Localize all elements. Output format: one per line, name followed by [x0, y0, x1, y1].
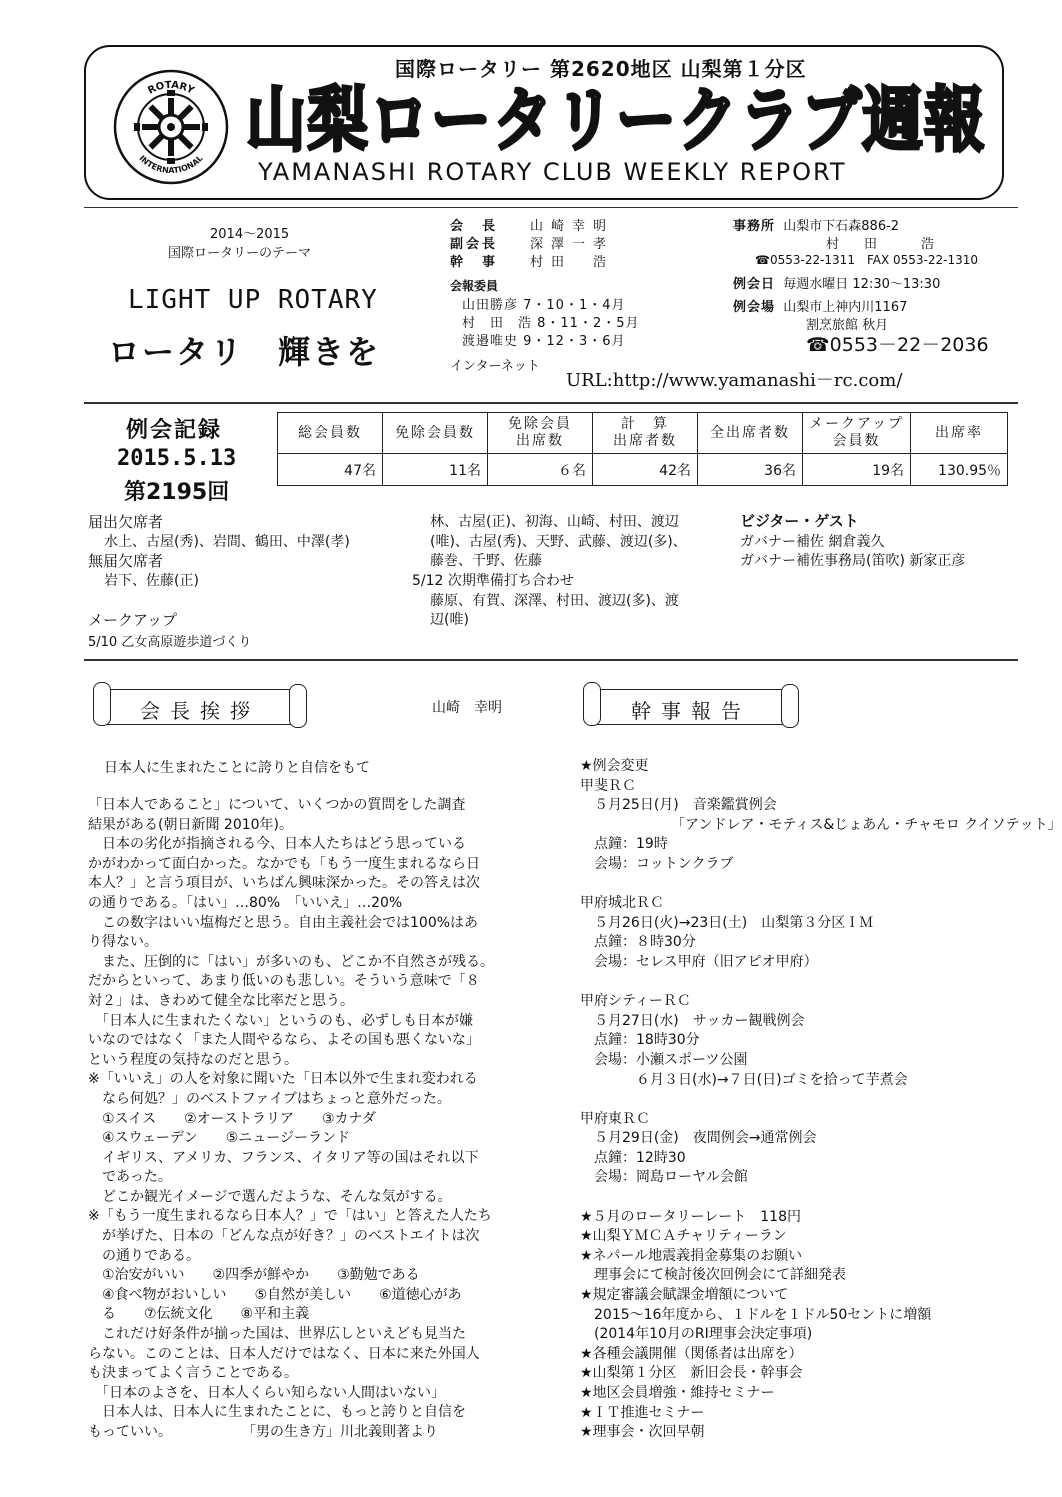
header-total-members: 総会員数 — [278, 413, 383, 454]
text-line: ★地区会員増強・維持セミナー — [580, 1385, 775, 1401]
text-line: 点鐘：８時30分 — [580, 934, 696, 951]
officer-name: 村田 浩 — [530, 255, 615, 270]
text-line: ※「もう一度生まれるなら日本人？」で「はい」と答えた人たち — [88, 1208, 492, 1225]
text-line: (2014年10月のRI理事会決定事項) — [580, 1326, 813, 1343]
committee-member: 山田勝彦 7・10・1・4月 — [462, 298, 626, 313]
theme-english: LIGHT UP ROTARY — [128, 285, 378, 315]
text-line: 本人？」と言う項目が、いちばん興味深かった。その答えは次 — [88, 875, 480, 892]
officer-role: 幹 事 — [450, 255, 499, 270]
header-attendance-rate: 出席率 — [911, 413, 1008, 454]
theme-years: 2014～2015 — [210, 227, 290, 242]
text-line: の通りである。「はい」…80% 「いいえ」…20% — [88, 894, 403, 911]
office-phone-fax: ☎0553-22-1311 FAX 0553-22-1310 — [755, 253, 979, 267]
text-line: ５月25日(月) 音楽鑑賞例会 — [580, 797, 777, 814]
visitor-label: ビジター・ゲスト — [740, 512, 859, 530]
header-exempt-attendance: 免除会員 出席数 — [488, 413, 593, 454]
attendance-line: 藤巻、千野、佐藤 — [430, 553, 542, 569]
record-title: 例会記録 — [126, 418, 223, 443]
text-line: 点鐘：12時30 — [580, 1149, 686, 1166]
table-cell: 42名 — [593, 454, 698, 486]
text-line: 会場：小瀬スポーツ公園 — [580, 1051, 748, 1068]
text-line: ５月29日(金) 夜間例会→通常例会 — [580, 1130, 817, 1147]
text-line: 日本の劣化が指摘される今、日本人たちはどう思っている — [88, 836, 466, 853]
text-line: これだけ好条件が揃った国は、世界広しといえども見当た — [88, 1326, 466, 1343]
header-full-attendance: 全出席者数 — [698, 413, 803, 454]
table-cell: 130.95％ — [911, 454, 1008, 486]
attendance-line: 5/12 次期準備打ち合わせ — [412, 573, 574, 589]
committee-label: 会報委員 — [450, 279, 499, 293]
masthead-subtitle: YAMANASHI ROTARY CLUB WEEKLY REPORT — [258, 158, 847, 186]
text-line: 「日本人に生まれたくない」というのも、必ずしも日本が嫌 — [88, 1012, 473, 1029]
text-line: らない。このことは、日本人だけではなく、日本に来た外国人 — [88, 1345, 480, 1362]
office-person: 村 田 浩 — [826, 237, 941, 252]
attendance-line: 藤原、有賀、深澤、村田、渡辺(多)、渡 — [430, 593, 679, 609]
officer-secretary — [450, 251, 614, 270]
makeup-label: メークアップ — [88, 611, 177, 629]
text-line: 日本人は、日本人に生まれたことに、もっと誇りと自信を — [88, 1404, 466, 1421]
attendance-line: (唯)、古屋(秀)、天野、武藤、渡辺(多)、 — [430, 534, 687, 550]
text-line: どこか観光イメージで選んだような、そんな気がする。 — [88, 1188, 452, 1205]
unnotified-absent: 岩下、佐藤(正) — [104, 573, 199, 589]
club-url-link[interactable]: URL:http://www.yamanashi－rc.com/ — [566, 370, 903, 391]
visitor-entry: ガバナー補佐 網倉義久 — [740, 534, 885, 550]
president-author: 山崎 幸明 — [432, 700, 502, 716]
text-line: もっていい。 「男の生き方」川北義則著より — [88, 1424, 438, 1440]
text-line: ④食べ物がおいしい ⑤自然が美しい ⑥道徳心があ — [88, 1286, 462, 1303]
office-label: 事務所 — [733, 219, 776, 234]
text-line: 甲府東ＲＣ — [580, 1110, 650, 1127]
text-line — [580, 1090, 1020, 1110]
text-line: なら何処？」のベストファイブはちょっと意外だった。 — [88, 1090, 451, 1107]
theme-japanese: ロータリ 輝きを — [108, 333, 381, 371]
text-line: 会場：セレス甲府（旧アピオ甲府） — [580, 953, 818, 970]
text-line: の通りである。 — [88, 1247, 200, 1264]
notified-absent-label: 届出欠席者 — [88, 513, 164, 531]
text-line: イギリス、アメリカ、フランス、イタリア等の国はそれ以下 — [88, 1149, 479, 1166]
text-line: ★山梨ＹＭＣＡチャリティーラン — [580, 1228, 787, 1245]
text-line: ★各種会議開催（関係者は出席を） — [580, 1345, 803, 1362]
committee-member: 渡邉唯史 9・12・3・6月 — [462, 334, 626, 349]
rotary-wheel-logo — [112, 68, 230, 186]
text-line: であった。 — [88, 1169, 172, 1186]
logo-text-top: ROTARY — [146, 79, 196, 97]
meeting-day-label: 例会日 — [733, 277, 776, 292]
notified-absent: 水上、古屋(秀)、岩間、鶴田、中澤(孝) — [104, 534, 350, 550]
officer-role: 副会長 — [450, 237, 499, 252]
text-line: 理事会にて検討後次回例会にて詳細発表 — [580, 1267, 846, 1284]
office-address: 山梨市下石森886-2 — [783, 219, 900, 234]
text-line: ６月３日(水)→７日(日)ゴミを拾って芋煮会 — [580, 1071, 908, 1088]
text-line: ★５月のロータリーレート 118円 — [580, 1208, 801, 1225]
secretary-banner — [596, 689, 786, 725]
text-line: ★例会変更 — [580, 758, 649, 774]
text-line: 甲斐ＲＣ — [580, 777, 636, 794]
office-info — [733, 215, 899, 234]
table-row — [278, 454, 1008, 486]
venue-phone: ☎0553－22－2036 — [806, 334, 989, 356]
attendance-line: 辺(唯) — [430, 612, 469, 628]
text-line: この数字はいい塩梅だと思う。自由主義社会では100%はあ — [88, 914, 479, 931]
text-line: 点鐘：18時30分 — [580, 1032, 700, 1049]
venue — [733, 296, 907, 315]
title-text: 山梨ロータリークラブ週報 — [246, 79, 986, 161]
header-exempt-members: 免除会員数 — [383, 413, 488, 454]
venue-name: 割烹旅館 秋月 — [806, 318, 889, 333]
text-line: 甲府シティーＲＣ — [580, 993, 691, 1010]
officer-name: 深澤一孝 — [530, 237, 615, 252]
header-makeup-members: メークアップ 会員数 — [803, 413, 911, 454]
text-line — [580, 973, 1020, 993]
text-line: 結果がある(朝日新聞 2010年)。 — [88, 816, 294, 833]
text-line: 会場：コットンクラブ — [580, 855, 734, 872]
text-line: 「アンドレア・モティス&じょあん・チャモロ クイソテット」 — [580, 816, 1062, 833]
unnotified-absent-label: 無届欠席者 — [88, 552, 164, 570]
text-line: 対２」は、きわめて健全な比率だと思う。 — [88, 992, 354, 1009]
record-number: 第2195回 — [124, 480, 230, 505]
table-header-row — [278, 413, 1008, 454]
president-article-body — [88, 796, 534, 1443]
visitor-entry: ガバナー補佐事務局(笛吹) 新家正彦 — [740, 553, 966, 569]
text-line: が挙げた、日本の「どんな点が好き？」のベストエイトは次 — [88, 1228, 480, 1245]
text-line: ※「いいえ」の人を対象に聞いた「日本以外で生まれ変われる — [88, 1071, 478, 1088]
president-banner — [106, 689, 294, 725]
svg-text:INTERNATIONAL — [137, 154, 204, 175]
text-line: 2015～16年度から、１ドルを１ドル50セントに増額 — [580, 1306, 932, 1323]
text-line: ★ＩＴ推進セミナー — [580, 1404, 705, 1421]
masthead-title — [236, 74, 996, 160]
text-line: ５月27日(水) サッカー観戦例会 — [580, 1012, 805, 1029]
table-cell: ６名 — [488, 454, 593, 486]
district-line: 国際ロータリー 第2620地区 山梨第１分区 — [395, 57, 807, 81]
divider — [84, 402, 1018, 404]
text-line: だからといって、あまり低いのも悲しい。そういう意味で「８ — [88, 973, 480, 990]
text-line: また、圧倒的に「はい」が多いのも、どこか不自然さが残る。 — [88, 953, 494, 970]
text-line: 「日本人であること」について、いくつかの質問をした調査 — [88, 797, 466, 813]
meeting-day-value: 毎週水曜日 12:30～13:30 — [783, 277, 941, 292]
makeup-detail: 5/10 乙女高原遊歩道づくり — [88, 635, 252, 650]
text-line — [580, 875, 1020, 895]
text-line: ★規定審議会賦課金増額について — [580, 1287, 789, 1304]
text-line: 点鐘：19時 — [580, 836, 668, 853]
secretary-banner-title: 幹事報告 — [631, 699, 751, 723]
record-date: 2015.5.13 — [117, 446, 237, 471]
venue-label: 例会場 — [733, 300, 776, 315]
header-computed-attendance: 計 算 出席者数 — [593, 413, 698, 454]
officer-president — [450, 215, 614, 234]
text-line: り得ない。 — [88, 934, 158, 951]
table-cell: 36名 — [698, 454, 803, 486]
officer-vice-president — [450, 233, 614, 252]
text-line: 甲府城北ＲＣ — [580, 895, 664, 912]
divider — [84, 207, 1018, 208]
text-line: かがわかって面白かった。なかでも「もう一度生まれるなら日 — [88, 855, 480, 872]
text-line: ①スイス ②オーストラリア ③カナダ — [88, 1110, 376, 1127]
table-cell: 19名 — [803, 454, 911, 486]
president-banner-title: 会長挨拶 — [140, 699, 260, 723]
text-line — [580, 1188, 1020, 1208]
divider — [84, 659, 1018, 661]
meeting-day — [733, 273, 940, 292]
table-cell: 11名 — [383, 454, 488, 486]
text-line: ①治安がいい ②四季が鮮やか ③勤勉である — [88, 1267, 420, 1284]
logo-text-bottom: INTERNATIONAL — [137, 153, 205, 176]
attendance-table — [277, 412, 1008, 486]
text-line: ★理事会・次回早朝 — [580, 1424, 705, 1441]
text-line: ④スウェーデン ⑤ニュージーランド — [88, 1130, 350, 1147]
committee-member: 村 田 浩 8・11・2・5月 — [462, 316, 640, 331]
text-line: ５月26日(火)→23日(土) 山梨第３分区ＩＭ — [580, 914, 874, 931]
officer-name: 山崎幸明 — [530, 219, 615, 234]
table-cell: 47名 — [278, 454, 383, 486]
text-line: ★山梨第１分区 新旧会長・幹事会 — [580, 1365, 803, 1382]
text-line: も決まってよく言うことである。 — [88, 1365, 298, 1382]
text-line: る ⑦伝統文化 ⑧平和主義 — [88, 1306, 310, 1323]
article-heading: 日本人に生まれたことに誇りと自信をもて — [104, 760, 370, 776]
attendance-line: 林、古屋(正)、初海、山崎、村田、渡辺 — [430, 514, 679, 530]
text-line: いなのではなく「また人間やるなら、よその国も悪くないな」 — [88, 1032, 480, 1049]
venue-address: 山梨市上神内川1167 — [783, 300, 908, 315]
internet-label: インターネット — [450, 359, 540, 374]
theme-label: 国際ロータリーのテーマ — [168, 246, 312, 261]
text-line: という程度の気持なのだと思う。 — [88, 1051, 298, 1068]
officer-role: 会 長 — [450, 219, 499, 234]
secretary-report-body — [580, 757, 1062, 1443]
text-line: 「日本のよさを、日本人くらい知らない人間はいない」 — [88, 1384, 445, 1401]
text-line: 会場：岡島ローヤル会館 — [580, 1169, 748, 1186]
text-line: ★ネパール地震義捐金募集のお願い — [580, 1247, 803, 1264]
